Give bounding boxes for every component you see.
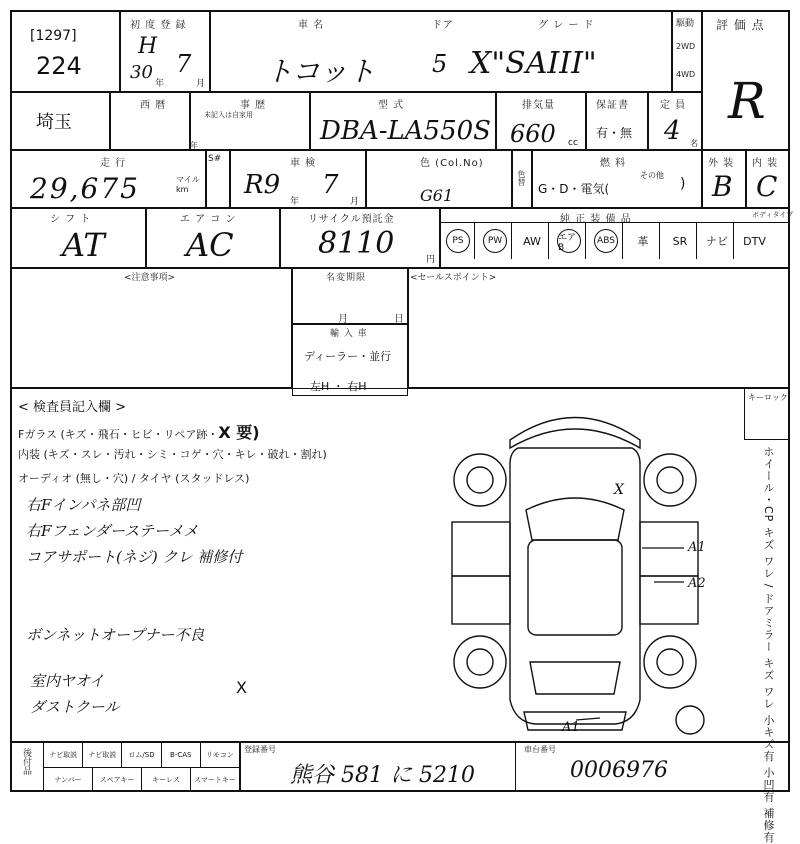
- recycle-value: 8110: [318, 226, 395, 261]
- post-item-top-2: ナビ取説: [83, 742, 122, 767]
- door-label: ドア: [432, 20, 454, 31]
- fuel-label: 燃 料: [600, 158, 627, 169]
- equipment-ps: [442, 223, 475, 259]
- history-year-unit: 年: [190, 141, 199, 150]
- chassis-label: 車台番号: [524, 745, 556, 754]
- equipment-sr: [664, 223, 697, 259]
- post-item-top-1: ナビ取説: [44, 742, 83, 767]
- equipment-dtv-label: DTV: [743, 234, 766, 248]
- diagram-label-a2-right: A2: [688, 576, 706, 591]
- history-label: 事 歴: [240, 100, 267, 111]
- grade-value: X"SAIII": [470, 46, 597, 81]
- mileage-label: 走 行: [100, 158, 127, 169]
- fuel-close: ): [680, 176, 686, 192]
- recycle-unit: 円: [426, 255, 436, 265]
- mileage-unit: マイル km: [176, 175, 200, 194]
- equipment-abs-label: ABS: [594, 229, 618, 253]
- first-registration-era: H: [138, 34, 158, 59]
- import-label: 輸 入 車: [330, 329, 368, 339]
- score-value: R: [728, 72, 766, 130]
- inspector-note-3: コアサポート(ネジ) クレ 補修付: [26, 548, 243, 566]
- glass-check-mark: X 要): [218, 423, 260, 442]
- displacement-label: 排気量: [522, 100, 555, 111]
- sno-label: S#: [208, 154, 222, 164]
- plate-value: 熊谷 581 に 5210: [290, 763, 475, 788]
- post-item-bottom-4: スマートキー: [191, 767, 240, 792]
- model-label: 型 式: [378, 100, 405, 111]
- wheel-mirror-vertical-text: ホイール・CP キズ ワレ / ドアミラー キズ ワレ 小キズ有 小凹有 補修有: [762, 446, 775, 844]
- equipment-leather: [627, 223, 660, 259]
- chassis-value: 0006976: [570, 758, 668, 783]
- inspection-month: 7: [322, 170, 339, 200]
- name-change-label: 名変期限: [326, 273, 367, 283]
- interior-label: 内 装: [752, 158, 779, 169]
- inspector-note-1: 右Fインパネ部凹: [26, 496, 141, 514]
- inspector-note-2: 右Fフェンダーステーメメ: [26, 522, 199, 540]
- name-change-month: 月: [338, 314, 349, 325]
- history-sub: 未記入は自家用: [204, 111, 253, 119]
- ac-value: AC: [186, 226, 234, 264]
- exterior-value: B: [712, 170, 733, 203]
- mileage-value: 29,675: [30, 172, 140, 205]
- inspection-year-unit: 年: [290, 197, 300, 207]
- post-items-bottom: [44, 767, 240, 792]
- grade-label: グ レ ー ド: [538, 20, 595, 31]
- diagram-label-a1-right: A1: [688, 540, 706, 555]
- body-type-label: ボディタイプ: [752, 211, 794, 219]
- lot-number: 224: [36, 52, 82, 80]
- inspection-era: R9: [244, 170, 281, 200]
- ac-label: エ ア コ ン: [180, 214, 237, 225]
- equipment-navi: [701, 223, 734, 259]
- glass-check-text: Fガラス (キズ・飛石・ヒビ・リペア跡・: [18, 428, 219, 441]
- car-name-label: 車 名: [298, 20, 325, 31]
- equipment-aw-label: AW: [523, 234, 541, 248]
- displacement-unit: cc: [568, 138, 578, 148]
- interior-value: C: [756, 170, 778, 203]
- shift-value: AT: [62, 226, 105, 264]
- equipment-navi-label: ナビ: [706, 235, 728, 248]
- color-code: G61: [420, 186, 454, 205]
- equipment-pw-label: PW: [483, 229, 507, 253]
- warranty-label: 保証書: [596, 100, 629, 111]
- steering-side: 左H ・ 右H: [310, 380, 367, 393]
- post-items-top: [44, 742, 240, 768]
- capacity-value: 4: [664, 116, 681, 146]
- inspector-note-6: ダストクール: [30, 698, 120, 716]
- drive-4wd: 4WD: [676, 70, 696, 79]
- inspection-label: 車 検: [290, 158, 317, 169]
- interior-check-line: 内装 (キズ・スレ・汚れ・シミ・コゲ・穴・キレ・破れ・割れ): [18, 448, 327, 461]
- post-item-bottom-3: キーレス: [142, 767, 191, 792]
- drive-label: 駆動: [676, 19, 695, 29]
- plate-label: 登録番号: [244, 745, 276, 754]
- equipment-sr-label: SR: [672, 234, 688, 248]
- glass-check-line: [18, 420, 260, 443]
- equipment-aw: [516, 223, 549, 259]
- caution-box: [10, 268, 292, 388]
- drive-2wd: 2WD: [676, 42, 696, 51]
- first-registration-year: 30: [130, 62, 153, 83]
- keylock-label: キーロック: [748, 393, 788, 402]
- name-change-day: 日: [394, 314, 405, 325]
- inspector-note-5: 室内ヤオイ: [30, 672, 105, 690]
- equipment-ps-label: PS: [446, 229, 470, 253]
- car-name: トコット: [265, 55, 376, 88]
- displacement-value: 660: [510, 120, 556, 148]
- diagram-x-mark: X: [614, 482, 624, 498]
- post-item-top-3: ロム/SD: [122, 742, 161, 767]
- recycle-label: リサイクル預託金: [308, 214, 395, 225]
- lot-code: [1297]: [30, 28, 77, 44]
- equipment-leather-label: 革: [637, 235, 649, 248]
- capacity-label: 定 員: [660, 100, 687, 111]
- color-label: 色 (Col.No): [420, 158, 484, 169]
- equipment-abs: [590, 223, 623, 259]
- caution-label: <注意事項>: [124, 273, 176, 283]
- import-dealer: ディーラー・並行: [304, 350, 392, 363]
- equipment-pw: [479, 223, 512, 259]
- equipment-airbag-label: エアB: [557, 229, 581, 253]
- fuel-other: その他: [640, 171, 664, 180]
- color-change-label: 色替: [517, 170, 526, 186]
- first-registration-year-unit: 年: [155, 79, 165, 89]
- inspector-section-label: < 検査員記入欄 >: [18, 400, 127, 415]
- sales-point-label: <セールスポイント>: [410, 273, 497, 283]
- equipment-dtv: [738, 223, 771, 259]
- year-label: 西 暦: [140, 100, 167, 111]
- first-registration-month-unit: 月: [196, 79, 206, 89]
- equipment-airbag: [553, 223, 586, 259]
- capacity-unit: 名: [690, 139, 698, 148]
- post-label: 後付品: [21, 748, 31, 775]
- exterior-label: 外 装: [708, 158, 735, 169]
- region-value: 埼玉: [36, 112, 72, 133]
- warranty-value: 有・無: [596, 126, 633, 140]
- diagram-label-a1-bottom: A1: [562, 720, 580, 735]
- fuel-options: G・D・電気(: [538, 182, 610, 196]
- first-registration-month: 7: [176, 50, 192, 78]
- score-label: 評 価 点: [716, 18, 765, 32]
- inspector-note-4: ボンネットオープナー不良: [26, 626, 205, 644]
- sales-point-box: [408, 268, 790, 388]
- car-diagram: [440, 400, 710, 740]
- post-item-top-4: B-CAS: [162, 742, 201, 767]
- first-registration-label: 初 度 登 録: [130, 20, 187, 31]
- model-value: DBA-LA550S: [320, 116, 491, 146]
- doors-value: 5: [432, 50, 448, 78]
- post-item-top-5: リモコン: [201, 742, 240, 767]
- x-mark-left: X: [236, 678, 247, 697]
- post-item-bottom-2: スペアキー: [93, 767, 142, 792]
- equipment-label: 純 正 装 備 品: [560, 214, 632, 225]
- shift-label: シ フ ト: [50, 214, 92, 225]
- audio-tire-line: オーディオ (無し・穴) / タイヤ (スタッドレス): [18, 472, 250, 485]
- post-item-bottom-1: ナンバー: [44, 767, 93, 792]
- inspection-month-unit: 月: [350, 197, 360, 207]
